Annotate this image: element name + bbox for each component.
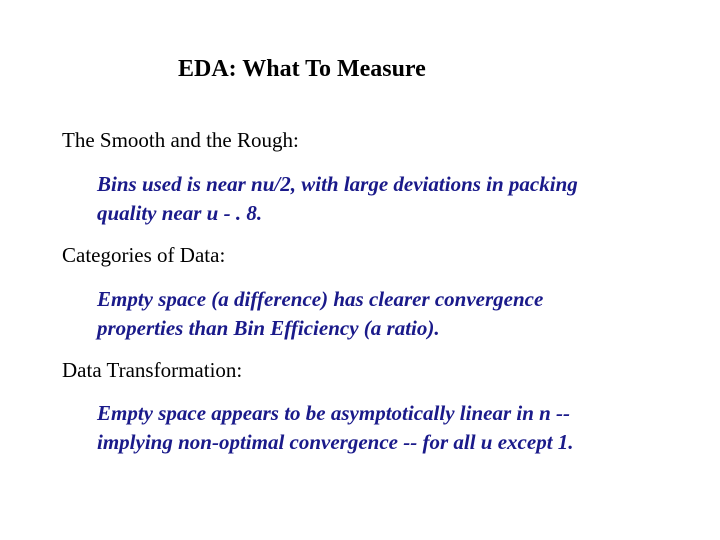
section-body-categories	[97, 285, 697, 343]
section-body-transformation	[97, 399, 697, 457]
body-line: Empty space appears to be asymptotically linear in n --	[97, 401, 571, 425]
section-heading-smooth-rough: The Smooth and the Rough:	[62, 128, 299, 152]
body-line: Bins used is near nu/2, with large deviations in packing	[97, 172, 578, 196]
slide-title: EDA: What To Measure	[178, 56, 426, 82]
body-line: Empty space (a difference) has clearer convergence	[97, 287, 544, 311]
body-line: implying non-optimal convergence -- for all u except 1.	[97, 430, 574, 454]
section-body-smooth-rough	[97, 170, 697, 228]
section-heading-transformation: Data Transformation:	[62, 358, 243, 382]
body-line: quality near u - . 8.	[97, 201, 263, 225]
section-heading-categories: Categories of Data:	[62, 243, 226, 267]
body-line: properties than Bin Efficiency (a ratio).	[97, 316, 440, 340]
